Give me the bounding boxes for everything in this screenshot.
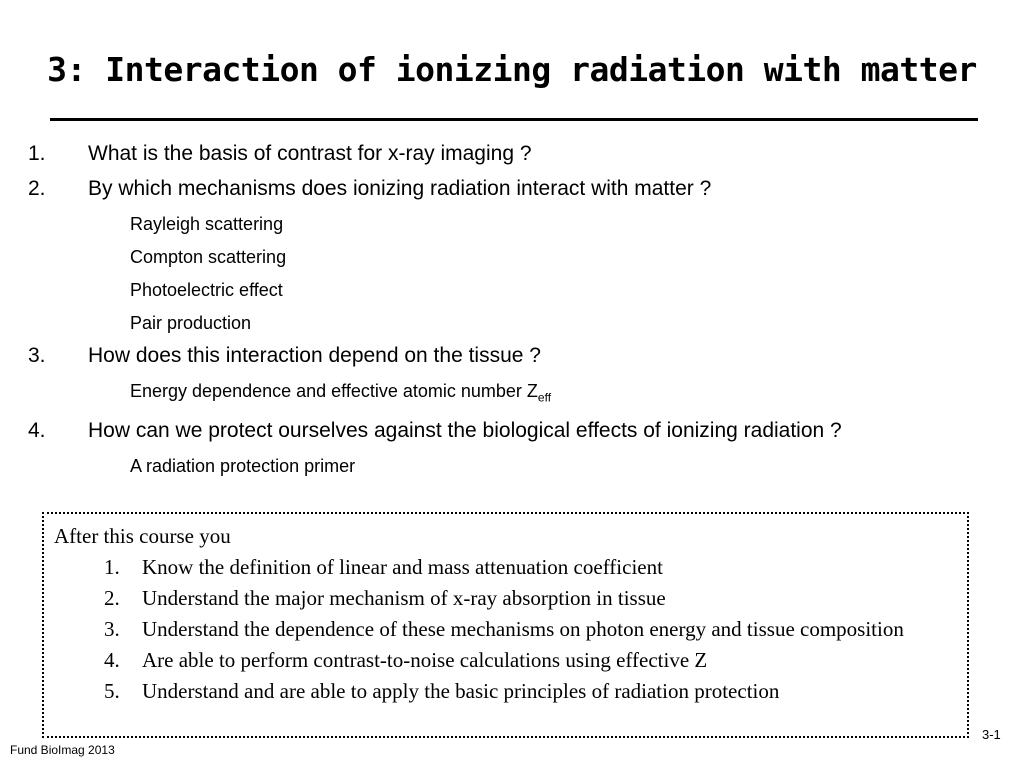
objective-item: [44, 552, 969, 583]
outline-item: [0, 341, 1000, 371]
objective-number: 4.: [104, 648, 120, 672]
slide-number: 3-1: [982, 727, 1001, 742]
objective-text: Understand the major mechanism of x-ray absorption in tissue: [142, 586, 666, 610]
sub-item-protection: A radiation protection primer: [130, 455, 356, 476]
outline-item-number: 1.: [28, 142, 46, 165]
objective-number: 2.: [104, 586, 120, 610]
outline-item-number: 2.: [28, 177, 46, 200]
course-footer: Fund BioImag 2013: [10, 743, 115, 757]
outline-item-text: How can we protect ourselves against the biological effects of ionizing radiation ?: [88, 418, 842, 442]
outline-item: [0, 139, 1000, 169]
objective-text: Understand and are able to apply the basic principles of radiation protection: [142, 679, 780, 703]
objective-item: [44, 614, 969, 645]
outline-item-text: By which mechanisms does ionizing radiation interact with matter ?: [88, 177, 712, 200]
objective-item: [44, 676, 969, 707]
sub-item-compton: Compton scattering: [130, 247, 287, 267]
outline-item: [0, 416, 1000, 446]
sub-item-rayleigh: Rayleigh scattering: [130, 214, 284, 234]
outline-item-number: 3.: [28, 344, 46, 367]
sub-item-energy-text: Energy dependence and effective atomic number Z: [130, 381, 538, 401]
objectives-list: [44, 552, 969, 707]
objective-text: Understand the dependence of these mechanisms on photon energy and tissue composition: [142, 617, 904, 641]
outline-item-text: What is the basis of contrast for x-ray imaging ?: [88, 142, 532, 165]
objective-item: [44, 645, 969, 676]
outline-item: [0, 174, 1000, 204]
objective-number: 1.: [104, 555, 120, 579]
objective-number: 3.: [104, 617, 120, 641]
sub-item-energy-dependence: [130, 378, 1000, 411]
objective-text: Know the definition of linear and mass attenuation coefficient: [142, 555, 663, 579]
objective-text: Are able to perform contrast-to-noise calculations using effective Z: [142, 648, 708, 672]
outline-item-text: How does this interaction depend on the tissue ?: [88, 344, 541, 367]
outline-item-number: 4.: [28, 418, 46, 442]
slide-title: 3: Interaction of ionizing radiation with matter: [47, 50, 977, 89]
objective-number: 5.: [104, 679, 120, 703]
question-outline: [0, 134, 1000, 479]
objectives-intro: After this course you: [54, 524, 231, 548]
sub-item-photoelectric: Photoelectric effect: [130, 280, 283, 300]
title-divider: [50, 118, 978, 121]
learning-objectives-box: [42, 512, 969, 738]
objective-item: [44, 583, 969, 614]
sub-item-pair-production: Pair production: [130, 313, 252, 333]
zeff-subscript: eff: [537, 390, 552, 405]
